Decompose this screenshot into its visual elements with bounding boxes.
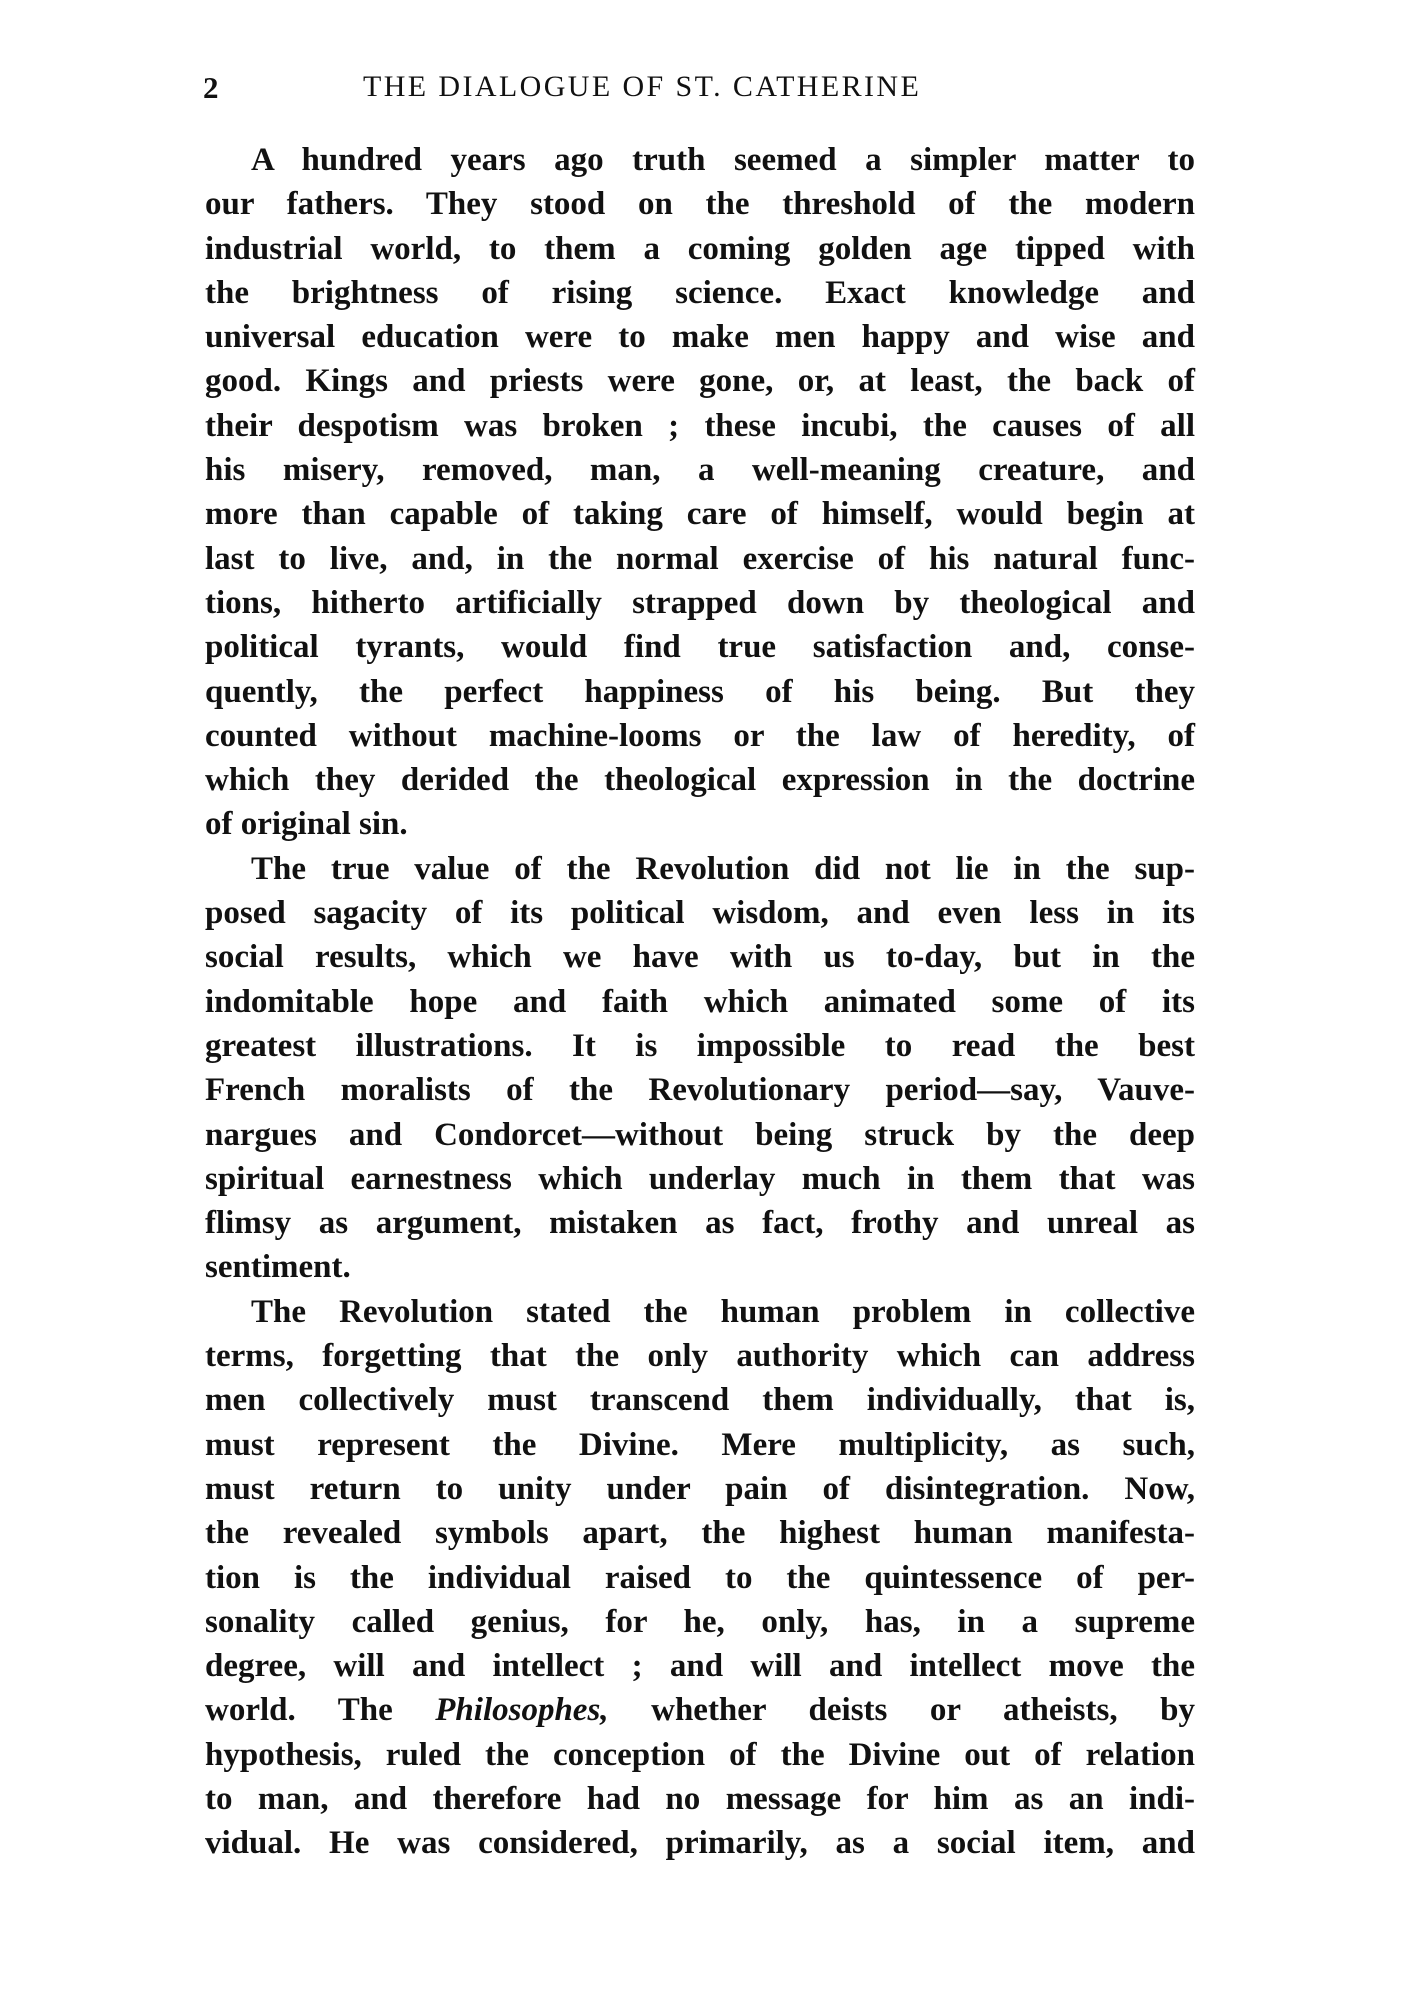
text-line: their despotism was broken ; these incubi, the causes of all [205, 407, 1195, 444]
text-line: which they derided the theological expression in the doctrine [205, 762, 1195, 799]
text-line: of original sin. [205, 806, 408, 843]
text-line: A hundred years ago truth seemed a simpler matter to [251, 142, 1195, 178]
text-line: vidual. He was considered, primarily, as a social item, and [205, 1825, 1195, 1862]
text-line: good. Kings and priests were gone, or, at least, the back of [205, 363, 1195, 400]
text-line: sonality called genius, for he, only, has, in a supreme [205, 1603, 1195, 1640]
text-line: to man, and therefore had no message for him as an indi- [205, 1780, 1195, 1817]
text-line-with-italic [205, 1688, 1195, 1732]
body-text [205, 138, 1195, 1866]
text-line: the revealed symbols apart, the highest human manifesta- [205, 1515, 1195, 1552]
italic-term: Philosophes, [435, 1692, 609, 1729]
text-line: degree, will and intellect ; and will and intellect move the [205, 1648, 1195, 1685]
text-line: tion is the individual raised to the quintessence of per- [205, 1559, 1195, 1596]
paragraph-1 [205, 138, 1195, 847]
text-line: flimsy as argument, mistaken as fact, frothy and unreal as [205, 1205, 1195, 1242]
text-line: political tyrants, would find true satisfaction and, conse- [205, 629, 1195, 666]
text-line: more than capable of taking care of himself, would begin at [205, 496, 1195, 533]
running-title: THE DIALOGUE OF ST. CATHERINE [363, 70, 922, 103]
text-line: terms, forgetting that the only authority which can address [205, 1338, 1195, 1375]
text-segment: whether deists or atheists, by [608, 1692, 1195, 1729]
text-line: must return to unity under pain of disintegration. Now, [205, 1470, 1195, 1507]
text-line: The true value of the Revolution did not lie in the sup- [251, 850, 1195, 887]
paragraph-2 [205, 847, 1195, 1290]
text-line: counted without machine-looms or the law of heredity, of [205, 717, 1195, 754]
text-line: his misery, removed, man, a well-meaning creature, and [205, 452, 1195, 489]
text-line: social results, which we have with us to-day, but in the [205, 939, 1195, 976]
text-line: The Revolution stated the human problem in collective [251, 1293, 1195, 1330]
text-segment: world. The [205, 1692, 436, 1729]
text-line: last to live, and, in the normal exercise of his natural func- [205, 540, 1195, 577]
text-line: our fathers. They stood on the threshold of the modern [205, 186, 1195, 223]
text-line: must represent the Divine. Mere multiplicity, as such, [205, 1426, 1195, 1463]
text-line: tions, hitherto artificially strapped down by theological and [205, 584, 1195, 621]
text-line: posed sagacity of its political wisdom, and even less in its [205, 895, 1195, 932]
text-line: industrial world, to them a coming golden age tipped with [205, 230, 1195, 267]
text-line: universal education were to make men happy and wise and [205, 319, 1195, 356]
text-line: sentiment. [205, 1249, 351, 1286]
text-line: men collectively must transcend them individually, that is, [205, 1382, 1195, 1419]
page-header [203, 70, 1193, 114]
text-line: indomitable hope and faith which animated some of its [205, 983, 1195, 1020]
text-line: greatest illustrations. It is impossible to read the best [205, 1027, 1195, 1064]
text-line: spiritual earnestness which underlay much in them that was [205, 1160, 1195, 1197]
page-number: 2 [203, 70, 220, 105]
text-line: French moralists of the Revolutionary period—say, Vauve- [205, 1072, 1195, 1109]
text-line: the brightness of rising science. Exact knowledge and [205, 274, 1195, 311]
paragraph-3 [205, 1290, 1195, 1866]
text-line: hypothesis, ruled the conception of the Divine out of relation [205, 1736, 1195, 1773]
text-line: quently, the perfect happiness of his being. But they [205, 673, 1195, 710]
text-line: nargues and Condorcet—without being struck by the deep [205, 1116, 1195, 1153]
